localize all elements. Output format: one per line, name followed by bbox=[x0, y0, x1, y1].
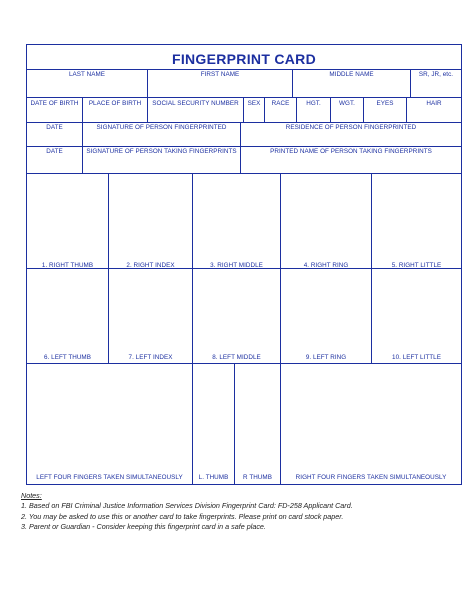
left-little-label: 10. LEFT LITTLE bbox=[392, 354, 441, 361]
rule-left-hand-bottom bbox=[26, 363, 462, 364]
rule-prints-top bbox=[26, 173, 462, 174]
left-thumb-label: 6. LEFT THUMB bbox=[44, 354, 91, 361]
date-label-1: DATE bbox=[46, 124, 63, 131]
eyes-label: EYES bbox=[376, 100, 394, 107]
notes-section bbox=[21, 491, 461, 532]
border-right bbox=[461, 44, 462, 485]
border-bottom bbox=[26, 484, 462, 485]
right-middle-label: 3. RIGHT MIDDLE bbox=[210, 262, 263, 269]
hair-label: HAIR bbox=[426, 100, 442, 107]
border-top bbox=[26, 44, 462, 45]
rule-bottom-v3 bbox=[280, 363, 281, 484]
dob-label: DATE OF BIRTH bbox=[30, 100, 79, 107]
right-four-fingers-label: RIGHT FOUR FINGERS TAKEN SIMULTANEOUSLY bbox=[295, 474, 447, 481]
rule-row1-top bbox=[26, 69, 462, 70]
right-ring-label: 4. RIGHT RING bbox=[303, 262, 349, 269]
right-thumb-simultaneous-label: R THUMB bbox=[243, 474, 272, 481]
weight-label: WGT. bbox=[339, 100, 355, 107]
notes-heading: Notes: bbox=[21, 491, 42, 500]
rule-bottom-v1 bbox=[192, 363, 193, 484]
sex-label: SEX bbox=[247, 100, 261, 107]
note-item: 3. Parent or Guardian - Consider keeping this fingerprint card in a safe place. bbox=[21, 521, 266, 531]
ssn-label: SOCIAL SECURITY NUMBER bbox=[152, 100, 239, 107]
date-label-2: DATE bbox=[46, 148, 63, 155]
left-thumb-simultaneous-label: L. THUMB bbox=[198, 474, 229, 481]
fingerprint-card bbox=[26, 44, 462, 485]
left-four-fingers-label: LEFT FOUR FINGERS TAKEN SIMULTANEOUSLY bbox=[36, 474, 183, 481]
rule-row2-top bbox=[26, 97, 462, 98]
suffix-label: SR, JR, etc. bbox=[418, 71, 454, 78]
left-ring-label: 9. LEFT RING bbox=[305, 354, 347, 361]
last-name-label: LAST NAME bbox=[68, 71, 106, 78]
residence-label: RESIDENCE OF PERSON FINGERPRINTED bbox=[285, 124, 417, 131]
signature-taker-label: SIGNATURE OF PERSON TAKING FINGERPRINTS bbox=[86, 148, 237, 155]
left-middle-label: 8. LEFT MIDDLE bbox=[212, 354, 261, 361]
left-index-label: 7. LEFT INDEX bbox=[128, 354, 173, 361]
printed-name-label: PRINTED NAME OF PERSON TAKING FINGERPRINTS bbox=[270, 148, 432, 155]
pob-label: PLACE OF BIRTH bbox=[88, 100, 142, 107]
race-label: RACE bbox=[271, 100, 290, 107]
signature-person-label: SIGNATURE OF PERSON FINGERPRINTED bbox=[96, 124, 227, 131]
rule-row3-top bbox=[26, 122, 462, 123]
rule-bottom-v2 bbox=[234, 363, 235, 484]
rule-row4-top bbox=[26, 146, 462, 147]
note-item: 1. Based on FBI Criminal Justice Information Services Division Fingerprint Card: FD-258 Applicant Card. bbox=[21, 501, 353, 511]
first-name-label: FIRST NAME bbox=[200, 71, 240, 78]
note-item: 2. You may be asked to use this or another card to take fingerprints. Please print on card stock paper. bbox=[21, 511, 344, 521]
card-title: FINGERPRINT CARD bbox=[171, 51, 317, 67]
right-thumb-label: 1. RIGHT THUMB bbox=[41, 262, 94, 269]
right-little-label: 5. RIGHT LITTLE bbox=[391, 262, 442, 269]
middle-name-label: MIDDLE NAME bbox=[329, 71, 374, 78]
height-label: HGT. bbox=[306, 100, 321, 107]
right-index-label: 2. RIGHT INDEX bbox=[126, 262, 175, 269]
